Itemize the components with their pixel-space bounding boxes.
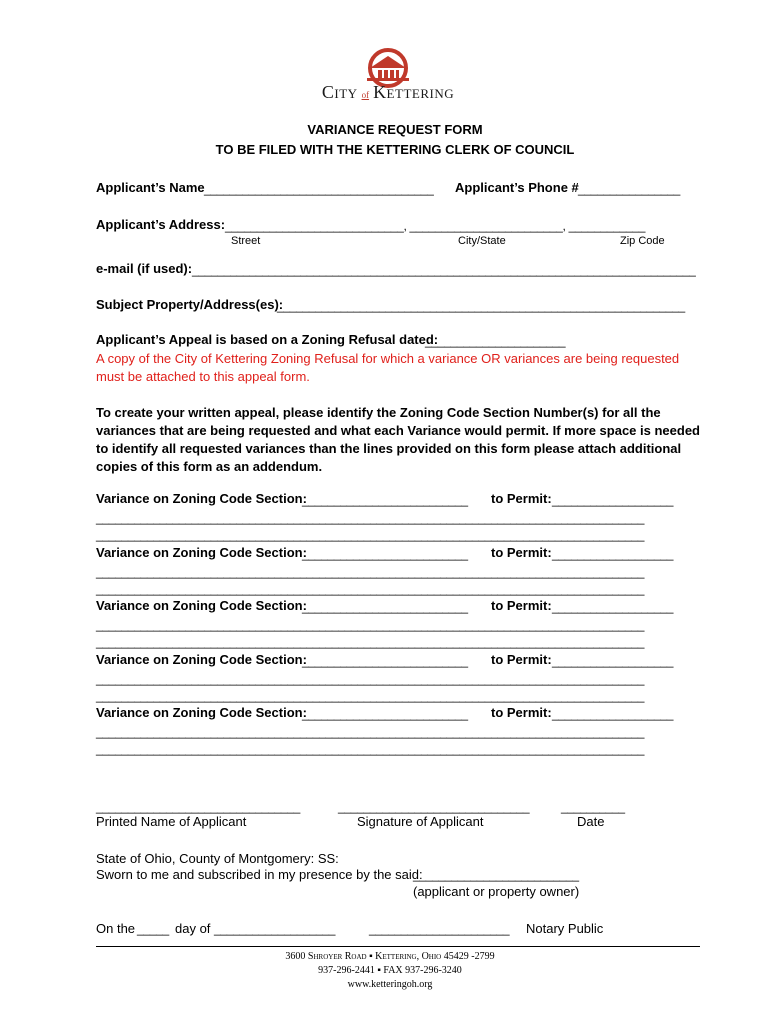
variance-permit-label: to Permit: [491, 598, 552, 613]
zoning-refusal-date-field[interactable]: ______________________ [425, 334, 566, 348]
footer-phone: 937-296-2441 ▪ FAX 937-296-3240 [318, 965, 462, 976]
state-county-line: State of Ohio, County of Montgomery: SS: [96, 851, 339, 866]
notary-signature-field[interactable]: ______________________ [369, 922, 510, 936]
date-field[interactable]: __________ [561, 800, 625, 814]
appeal-instructions: To create your written appeal, please identify the Zoning Code Section Number(s) for all the variances that are being requested and what each Variance would permit. If more space is needed to identify all requested variances than the lines provided on this form please attach additional copies of this form as an addendum. [96, 405, 700, 474]
variance-permit-field[interactable]: ___________________ [552, 707, 674, 721]
footer-divider [96, 946, 700, 947]
variance-section-field[interactable]: __________________________ [302, 547, 468, 561]
variance-description-line[interactable]: ______________________________________________________________________________________ [96, 635, 645, 649]
signature-label: Signature of Applicant [357, 814, 484, 829]
subject-property-field[interactable]: ________________________________________________________________ [277, 299, 685, 313]
variance-section-label: Variance on Zoning Code Section: [96, 705, 307, 720]
logo-of: of [361, 90, 370, 100]
applicant-name-field[interactable]: ____________________________________ [204, 182, 434, 196]
sworn-line: Sworn to me and subscribed in my presence by the said: [96, 867, 423, 882]
variance-permit-field[interactable]: ___________________ [552, 600, 674, 614]
variance-description-line[interactable]: ______________________________________________________________________________________ [96, 528, 645, 542]
form-subtitle: TO BE FILED WITH THE KETTERING CLERK OF COUNCIL [215, 142, 575, 157]
variance-section-field[interactable]: __________________________ [302, 707, 468, 721]
signature-field[interactable]: ______________________________ [338, 800, 530, 814]
notary-public-label: Notary Public [526, 921, 604, 936]
footer-address [0, 951, 770, 962]
zip-code-caption: Zip Code [620, 235, 665, 247]
variance-section-label: Variance on Zoning Code Section: [96, 545, 307, 560]
variance-permit-label: to Permit: [491, 705, 552, 720]
variance-section-label: Variance on Zoning Code Section: [96, 598, 307, 613]
variance-description-line[interactable]: ______________________________________________________________________________________ [96, 565, 645, 579]
applicant-owner-caption: (applicant or property owner) [413, 884, 580, 899]
variance-permit-label: to Permit: [491, 491, 552, 506]
zoning-refusal-label: Applicant’s Appeal is based on a Zoning Refusal dated: [96, 332, 439, 347]
street-caption: Street [231, 235, 261, 247]
variance-description-line[interactable]: ______________________________________________________________________________________ [96, 511, 645, 525]
applicant-address-field[interactable]: ____________________________, ________________________, ____________ [225, 219, 646, 233]
footer-address-text: 3600 Shroyer Road ▪ Kettering, Ohio 45429 -2799 [285, 951, 495, 962]
variance-section-field[interactable]: __________________________ [302, 654, 468, 668]
day-field[interactable]: _____ [137, 922, 169, 936]
sworn-name-field[interactable]: __________________________ [413, 868, 579, 882]
printed-name-label: Printed Name of Applicant [96, 814, 247, 829]
variance-description-line[interactable]: ______________________________________________________________________________________ [96, 689, 645, 703]
month-field[interactable]: ___________________ [214, 922, 336, 936]
email-field[interactable]: _______________________________________________________________________________ [192, 263, 696, 277]
variance-permit-field[interactable]: ___________________ [552, 654, 674, 668]
printed-name-field[interactable]: ________________________________ [96, 800, 300, 814]
logo-kettering: Kettering [373, 82, 455, 102]
variance-description-line[interactable]: ______________________________________________________________________________________ [96, 582, 645, 596]
variance-permit-field[interactable]: ___________________ [552, 547, 674, 561]
applicant-phone-label: Applicant’s Phone # [455, 180, 579, 195]
variance-section-label: Variance on Zoning Code Section: [96, 652, 307, 667]
date-label: Date [577, 814, 605, 829]
variance-permit-label: to Permit: [491, 545, 552, 560]
logo-city: City [321, 82, 358, 102]
variance-permit-field[interactable]: ___________________ [552, 493, 674, 507]
variance-description-line[interactable]: ______________________________________________________________________________________ [96, 725, 645, 739]
variance-section-field[interactable]: __________________________ [302, 493, 468, 507]
variance-section-label: Variance on Zoning Code Section: [96, 491, 307, 506]
form-title: VARIANCE REQUEST FORM [307, 122, 483, 137]
variance-description-line[interactable]: ______________________________________________________________________________________ [96, 618, 645, 632]
variance-permit-label: to Permit: [491, 652, 552, 667]
city-state-caption: City/State [458, 235, 506, 247]
variance-description-line[interactable]: ______________________________________________________________________________________ [96, 672, 645, 686]
city-logo-wordmark [318, 82, 458, 108]
applicant-name-label: Applicant’s Name [96, 180, 205, 195]
on-the-label: On the [96, 921, 136, 936]
subject-property-label: Subject Property/Address(es): [96, 297, 284, 312]
variance-section-field[interactable]: __________________________ [302, 600, 468, 614]
applicant-address-label: Applicant’s Address: [96, 217, 226, 232]
applicant-phone-field[interactable]: ________________ [578, 182, 680, 196]
variance-description-line[interactable]: ______________________________________________________________________________________ [96, 742, 645, 756]
refusal-attachment-notice: A copy of the City of Kettering Zoning Refusal for which a variance OR variances are being requested must be attached to this appeal form. [96, 351, 680, 384]
day-of-label: day of [175, 921, 211, 936]
email-label: e-mail (if used): [96, 261, 193, 276]
footer-website[interactable]: www.ketteringoh.org [347, 979, 433, 990]
